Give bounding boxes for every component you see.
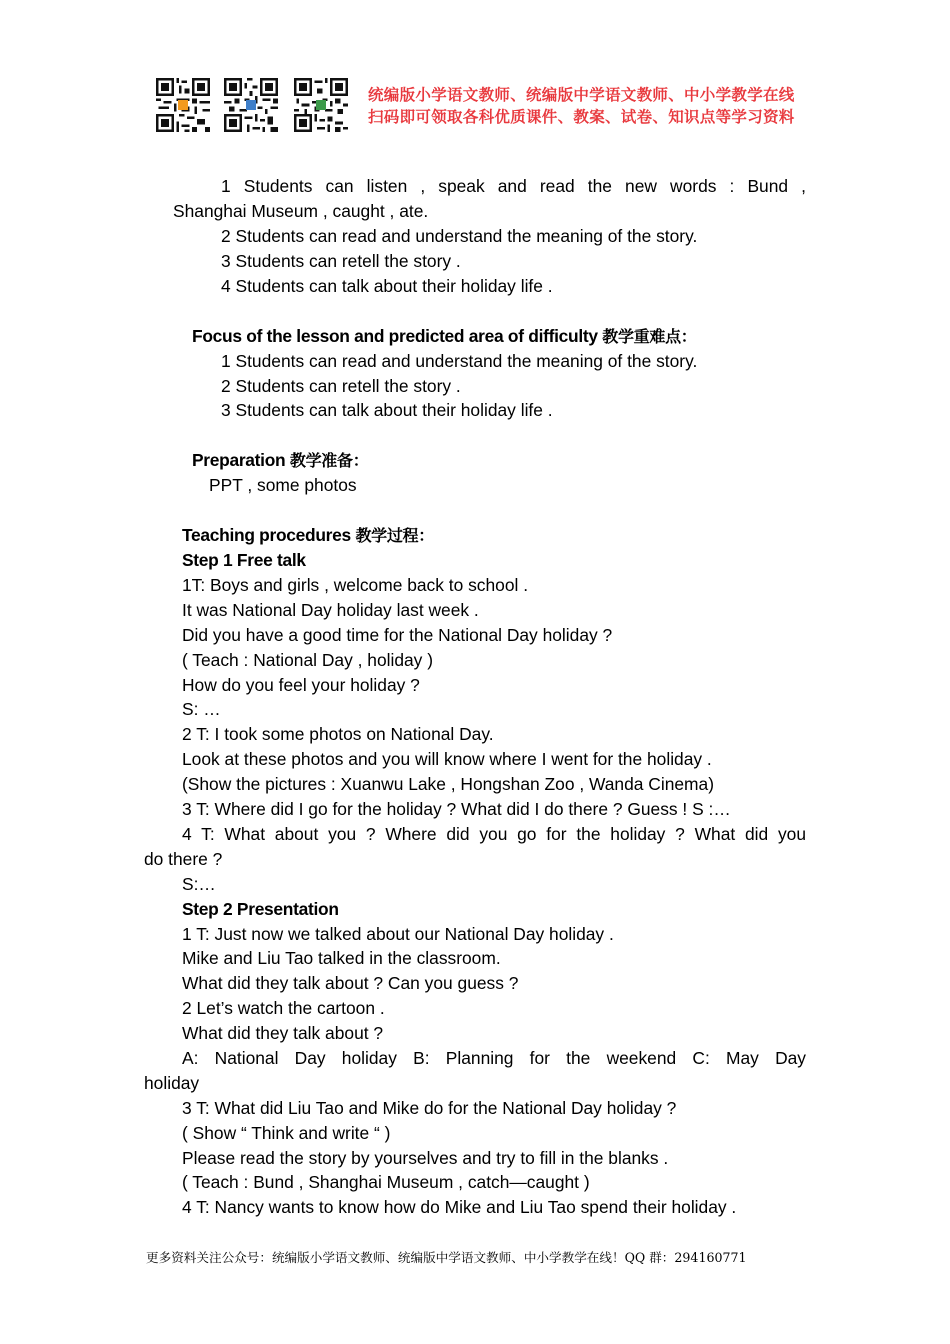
step-2-line: A: National Day holiday B: Planning for the weekend C: May Day [182,1048,806,1068]
step-2-line: Mike and Liu Tao talked in the classroom. [182,948,501,968]
step-1-line: Did you have a good time for the National Day holiday ? [182,625,613,645]
step-2-heading: Step 2 Presentation [182,899,339,919]
objective-2: 2 Students can read and understand the meaning of the story. [221,226,698,246]
preparation-text: PPT , some photos [209,475,357,495]
step-2-line: What did they talk about ? Can you guess ? [182,973,519,993]
page-footer: 更多资料关注公众号：统编版小学语文教师、统编版中学语文教师、中小学教学在线！QQ 群：294160771 [146,1250,747,1265]
focus-heading-cn: 教学重难点： [602,327,697,346]
objective-3: 3 Students can retell the story . [221,251,461,271]
step-2-line: 2 Let’s watch the cartoon . [182,998,385,1018]
promo-line-1: 统编版小学语文教师、统编版中学语文教师、中小学教学在线 [368,86,795,104]
step-2-line: Please read the story by yourselves and try to fill in the blanks . [182,1148,669,1168]
step-1-line: How do you feel your holiday ? [182,675,420,695]
preparation-heading-en: Preparation [192,450,286,470]
step-2-line: 3 T: What did Liu Tao and Mike do for the National Day holiday ? [182,1098,677,1118]
step-1-line: 1T: Boys and girls , welcome back to school . [182,575,529,595]
page-header [156,78,816,136]
objective-1-cont: Shanghai Museum , caught , ate. [173,201,429,221]
promo-text [368,84,795,128]
focus-item-2: 2 Students can retell the story . [221,376,461,396]
objective-4: 4 Students can talk about their holiday life . [221,276,553,296]
focus-heading-en: Focus of the lesson and predicted area of difficulty [192,326,598,346]
step-2-line: What did they talk about ? [182,1023,384,1043]
step-2-line: ( Show “ Think and write “ ) [182,1123,391,1143]
step-1-line: (Show the pictures : Xuanwu Lake , Hongshan Zoo , Wanda Cinema) [182,774,714,794]
focus-item-1: 1 Students can read and understand the meaning of the story. [221,351,698,371]
procedures-heading [182,523,434,549]
qr-code-icon [294,78,348,132]
step-1-line: S: … [182,699,221,719]
step-1-line: S:… [182,874,216,894]
procedures-heading-cn: 教学过程： [355,526,434,545]
step-1-line: 3 T: Where did I go for the holiday ? What did I do there ? Guess ! S :… [182,799,731,819]
step-1-heading: Step 1 Free talk [182,550,306,570]
step-2-line-cont: holiday [144,1073,200,1093]
focus-item-3: 3 Students can talk about their holiday life . [221,400,553,420]
qr-code-icon [224,78,278,132]
procedures-heading-en: Teaching procedures [182,525,351,545]
promo-line-2: 扫码即可领取各科优质课件、教案、试卷、知识点等学习资料 [368,108,795,126]
preparation-heading-cn: 教学准备： [289,451,369,470]
step-1-line: ( Teach : National Day , holiday ) [182,650,433,670]
step-2-line: 4 T: Nancy wants to know how do Mike and Liu Tao spend their holiday . [182,1197,737,1217]
step-1-line: 2 T: I took some photos on National Day. [182,724,494,744]
step-1-line: 4 T: What about you ? Where did you go for the holiday ? What did you [182,824,806,844]
qr-code-icon [156,78,210,132]
step-1-line: It was National Day holiday last week . [182,600,479,620]
focus-heading [192,324,696,350]
objective-1: 1 Students can listen , speak and read the new words : Bund , [221,176,806,196]
preparation-heading [192,448,368,474]
step-1-line: Look at these photos and you will know where I went for the holiday . [182,749,712,769]
step-2-line: 1 T: Just now we talked about our National Day holiday . [182,924,614,944]
step-1-line-cont: do there ? [144,849,223,869]
step-2-line: ( Teach : Bund , Shanghai Museum , catch—caught ) [182,1172,590,1192]
